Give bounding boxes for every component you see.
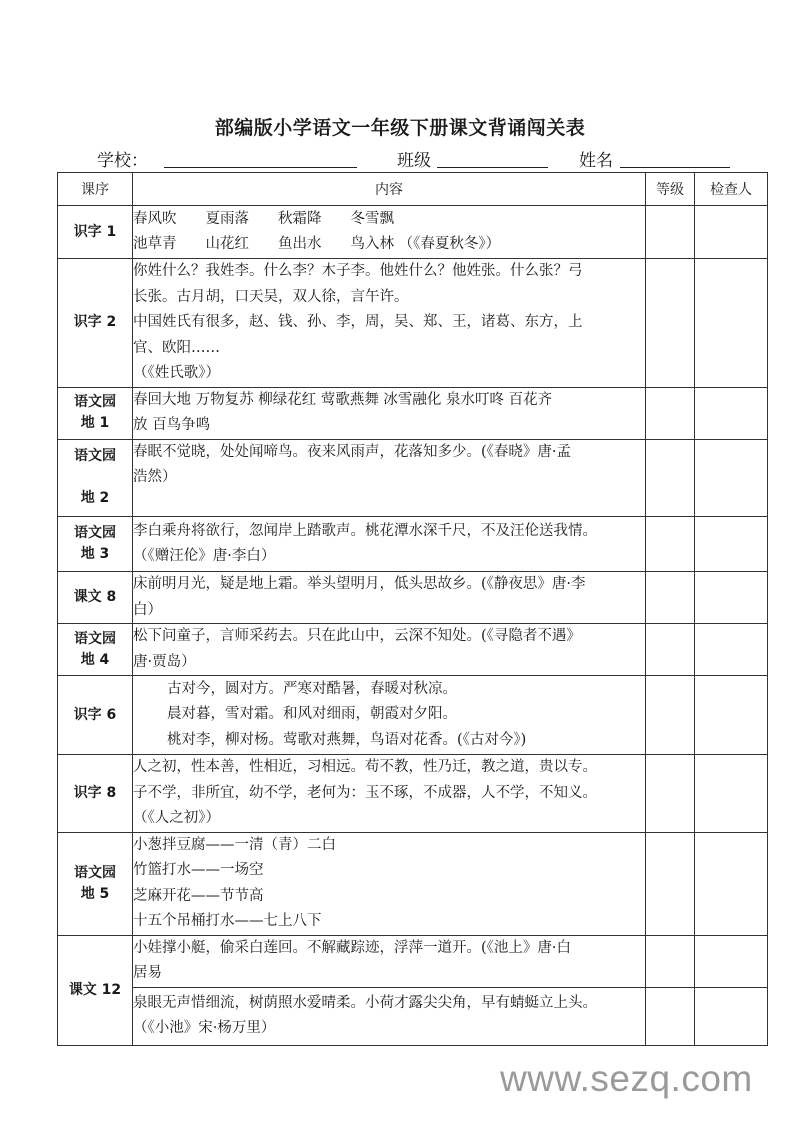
recitation-content: [133, 387, 646, 439]
content-line: 白）: [133, 601, 162, 618]
content-line: 春风吹 夏雨落 秋霜降 冬雪飘: [133, 210, 394, 227]
content-line: 你姓什么？我姓李。什么李？木子李。他姓什么？他姓张。什么张？弓: [133, 263, 583, 279]
lesson-number-text: 识字 6: [73, 706, 117, 723]
checker-cell[interactable]: [695, 517, 768, 572]
content-line: 松下问童子，言师采药去。只在此山中，云深不知处。(《寻隐者不遇》: [133, 628, 581, 644]
table-row: [58, 206, 768, 259]
lesson-number: [58, 755, 133, 833]
school-field[interactable]: [164, 167, 357, 168]
content-line: 浩然）: [133, 469, 177, 485]
lesson-number-line: [58, 467, 132, 488]
content-line: 桃对李，柳对杨。莺歌对燕舞，鸟语对花香。(《古对今》): [167, 731, 527, 748]
lesson-number-line: 地 1: [80, 415, 110, 431]
grade-cell[interactable]: [646, 935, 695, 987]
lesson-number-line: 语文园: [74, 630, 116, 647]
name-label: 姓名: [579, 151, 613, 171]
lesson-number: [58, 206, 133, 259]
lesson-number: [58, 832, 133, 935]
checker-cell[interactable]: [695, 832, 768, 935]
header-checker: 检查人: [695, 173, 768, 206]
content-line: 官、欧阳……: [133, 339, 220, 356]
header-content: 内容: [133, 173, 646, 206]
lesson-number: [58, 676, 133, 755]
watermark: www.sezq.com: [500, 1058, 753, 1099]
recitation-content: [133, 676, 646, 755]
content-line: 池草青 山花红 鱼出水 鸟入林 （《春夏秋冬》）: [133, 236, 501, 252]
class-label: 班级: [397, 151, 431, 171]
content-line: 晨对暮，雪对霜。和风对细雨，朝霞对夕阳。: [167, 706, 457, 723]
grade-cell[interactable]: [646, 755, 695, 833]
grade-cell[interactable]: [646, 517, 695, 572]
lesson-number: [58, 517, 133, 572]
content-line: 泉眼无声惜细流，树荫照水爱晴柔。小荷才露尖尖角，早有蜻蜓立上头。: [133, 994, 597, 1011]
lesson-number-line: 地 2: [80, 490, 110, 507]
recitation-content: [133, 206, 646, 259]
grade-cell[interactable]: [646, 439, 695, 517]
lesson-number-text: 识字 1: [73, 223, 117, 240]
lesson-number-line: 地 4: [80, 651, 110, 668]
table-row: [58, 676, 768, 755]
lesson-number-line: 语文园: [74, 394, 116, 410]
table-row: [58, 755, 768, 833]
school-label: 学校：: [97, 151, 148, 171]
recitation-content: [133, 755, 646, 833]
content-line: （《姓氏歌》）: [133, 365, 220, 381]
checker-cell[interactable]: [695, 676, 768, 755]
checker-cell[interactable]: [695, 206, 768, 259]
content-line: 春回大地 万物复苏 柳绿花红 莺歌燕舞 冰雪融化 泉水叮咚 百花齐: [133, 391, 553, 408]
lesson-number-line: 语文园: [74, 525, 116, 541]
grade-cell[interactable]: [646, 832, 695, 935]
recitation-content: [133, 935, 646, 987]
table-row: [58, 832, 768, 935]
recitation-content: [133, 259, 646, 388]
lesson-number: [58, 259, 133, 388]
lesson-number-text: 识字 2: [73, 314, 117, 331]
recitation-table: [57, 172, 768, 1046]
content-line: （《小池》宋·杨万里）: [133, 1020, 276, 1036]
content-line: 长张。古月胡，口天吴，双人徐，言午许。: [133, 288, 409, 305]
content-line: （《人之初》）: [133, 810, 220, 826]
grade-cell[interactable]: [646, 987, 695, 1045]
table-row: [58, 624, 768, 676]
table-row: [58, 935, 768, 987]
content-line: 芝麻开花——节节高: [133, 887, 264, 904]
table-row: [58, 387, 768, 439]
checker-cell[interactable]: [695, 935, 768, 987]
grade-cell[interactable]: [646, 259, 695, 388]
lesson-number: [58, 387, 133, 439]
table-row: [58, 439, 768, 517]
lesson-number-line: 地 5: [80, 885, 110, 902]
lesson-number-line: 地 3: [80, 546, 110, 562]
content-line: [133, 491, 645, 517]
content-line: 李白乘舟将欲行，忽闻岸上踏歌声。桃花潭水深千尺，不及汪伦送我情。: [133, 522, 597, 539]
content-line: 居易: [133, 965, 162, 981]
student-info: [97, 146, 777, 174]
grade-cell[interactable]: [646, 387, 695, 439]
header-seq: 课序: [58, 173, 133, 206]
grade-cell[interactable]: [646, 624, 695, 676]
lesson-number: [58, 439, 133, 517]
content-line: 小娃撑小艇，偷采白莲回。不解藏踪迹，浮萍一道开。(《池上》唐·白: [133, 939, 572, 956]
header-grade: 等级: [646, 173, 695, 206]
lesson-number: [58, 572, 133, 624]
checker-cell[interactable]: [695, 987, 768, 1045]
grade-cell[interactable]: [646, 206, 695, 259]
content-line: 人之初，性本善，性相近，习相远。苟不教，性乃迁，教之道，贵以专。: [133, 759, 597, 775]
lesson-number-text: 课文 12: [68, 981, 122, 998]
recitation-content: [133, 624, 646, 676]
class-field[interactable]: [437, 167, 548, 168]
name-field[interactable]: [620, 167, 730, 168]
recitation-content: [133, 987, 646, 1045]
content-line: 床前明月光，疑是地上霜。举头望明月，低头思故乡。(《静夜思》唐·李: [133, 576, 586, 592]
content-line: （《赠汪伦》唐·李白）: [133, 548, 276, 564]
checker-cell[interactable]: [695, 387, 768, 439]
page-title: 部编版小学语文一年级下册课文背诵闯关表: [214, 117, 586, 139]
lesson-number-text: 课文 8: [73, 589, 117, 605]
recitation-content: [133, 572, 646, 624]
checker-cell[interactable]: [695, 439, 768, 517]
content-line: 放 百鸟争鸣: [133, 417, 211, 433]
recitation-content: [133, 832, 646, 935]
content-line: 中国姓氏有很多，赵、钱、孙、李，周，吴、郑、王，诸葛、东方，上: [133, 314, 583, 330]
lesson-number-text: 识字 8: [73, 784, 117, 801]
table-row: [58, 259, 768, 388]
content-line: 子不学，非所宜，幼不学，老何为：玉不琢，不成器，人不学，不知义。: [133, 784, 597, 801]
checker-cell[interactable]: [695, 624, 768, 676]
table-row: [58, 517, 768, 572]
content-line: 十五个吊桶打水——七上八下: [133, 913, 322, 929]
lesson-number: [58, 624, 133, 676]
content-line: 古对今，圆对方。严寒对酷暑，春暖对秋凉。: [167, 680, 457, 697]
content-line: 春眠不觉晓，处处闻啼鸟。夜来风雨声，花落知多少。(《春晓》唐·孟: [133, 443, 572, 460]
grade-cell[interactable]: [646, 572, 695, 624]
table-row: [58, 572, 768, 624]
content-line: 小葱拌豆腐——一清（青）二白: [133, 836, 336, 853]
lesson-number-line: 语文园: [74, 864, 116, 881]
table-row: [58, 987, 768, 1045]
content-line: 竹篮打水——一场空: [133, 862, 264, 878]
checker-cell[interactable]: [695, 259, 768, 388]
lesson-number: [58, 935, 133, 1045]
lesson-number-line: 语文园: [74, 448, 116, 465]
checker-cell[interactable]: [695, 572, 768, 624]
table-header-row: [58, 173, 768, 206]
content-line: 唐·贾岛）: [133, 653, 196, 670]
recitation-content: [133, 517, 646, 572]
grade-cell[interactable]: [646, 676, 695, 755]
recitation-content: [133, 439, 646, 517]
checker-cell[interactable]: [695, 755, 768, 833]
